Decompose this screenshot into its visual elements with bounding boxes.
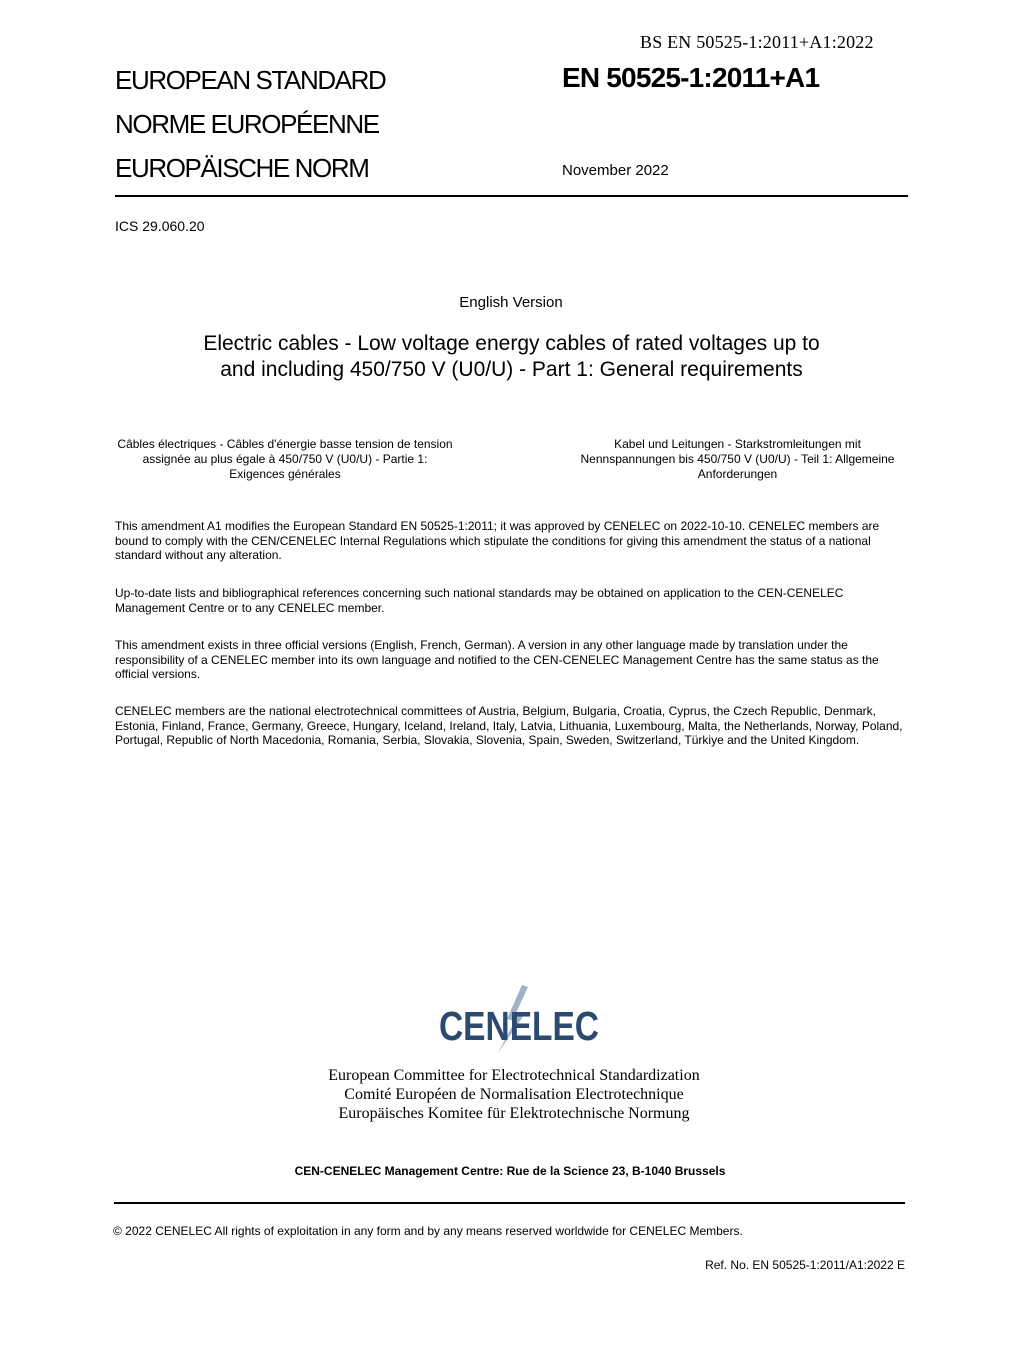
standard-name-de: EUROPÄISCHE NORM [115, 153, 369, 183]
version-label: English Version [459, 294, 563, 311]
standard-names [115, 64, 385, 196]
committee-name-de: Europäisches Komitee für Elektrotechnische Normung [338, 1105, 690, 1122]
header-divider [115, 195, 908, 197]
management-centre-address: CEN-CENELEC Management Centre: Rue de la Science 23, B-1040 Brussels [294, 1164, 726, 1178]
document-title: Electric cables - Low voltage energy cables of rated voltages up to and including 450/750 V (U0/U) - Part 1: General requirements [203, 332, 820, 381]
french-title: Câbles électriques - Câbles d'énergie basse tension de tension assignée au plus égale à 450/750 V (U0/U) - Partie 1: Exigences générales [117, 437, 453, 481]
logo-text: CENELEC [439, 1003, 599, 1049]
top-reference: BS EN 50525-1:2011+A1:2022 [640, 32, 874, 52]
german-title: Kabel und Leitungen - Starkstromleitungen mit Nennspannungen bis 450/750 V (U0/U) - Teil 1: Allgemeine Anforderungen [580, 437, 895, 481]
standard-number: EN 50525-1:2011+A1 [562, 62, 820, 93]
members-paragraph: CENELEC members are the national electrotechnical committees of Austria, Belgium, Bulgaria, Croatia, Cyprus, the Czech Republic, Denmark, Estonia, Finland, France, Germany, Greece, Hungary, Iceland, Ireland, Italy, Latvia, Lithuania, Luxembourg, Malta, the Netherlands, Norway, Poland, Portugal, Republic of North Macedonia, Romania, Serbia, Slovakia, Slovenia, Spain, Sweden, Switzerland, Türkiye and the United Kingdom. [115, 704, 903, 748]
standard-name-fr: NORME EUROPÉENNE [115, 109, 379, 139]
ics-code: ICS 29.060.20 [115, 218, 205, 234]
cenelec-logo [436, 985, 602, 1053]
committee-name-fr: Comité Européen de Normalisation Electrotechnique [344, 1086, 684, 1103]
reference-number: Ref. No. EN 50525-1:2011/A1:2022 E [705, 1258, 905, 1272]
committee-names [250, 1066, 778, 1123]
publication-date: November 2022 [562, 162, 669, 179]
footer-divider [114, 1202, 905, 1204]
approval-paragraph: This amendment A1 modifies the European Standard EN 50525-1:2011; it was approved by CENELEC on 2022-10-10. CENELEC members are bound to comply with the CEN/CENELEC Internal Regulations which stipulate the conditions for giving this amendment the status of a national standard without any alteration. [115, 519, 880, 563]
references-paragraph: Up-to-date lists and bibliographical references concerning such national standards may be obtained on application to the CEN-CENELEC Management Centre or to any CENELEC member. [115, 586, 844, 615]
committee-name-en: European Committee for Electrotechnical Standardization [328, 1067, 700, 1084]
copyright-notice: © 2022 CENELEC All rights of exploitation in any form and by any means reserved worldwide for CENELEC Members. [113, 1224, 743, 1238]
standard-name-en: EUROPEAN STANDARD [115, 65, 386, 95]
versions-paragraph: This amendment exists in three official versions (English, French, German). A version in any other language made by translation under the responsibility of a CENELEC member into its own language and notified to the CEN-CENELEC Management Centre has the same status as the official versions. [115, 638, 879, 682]
